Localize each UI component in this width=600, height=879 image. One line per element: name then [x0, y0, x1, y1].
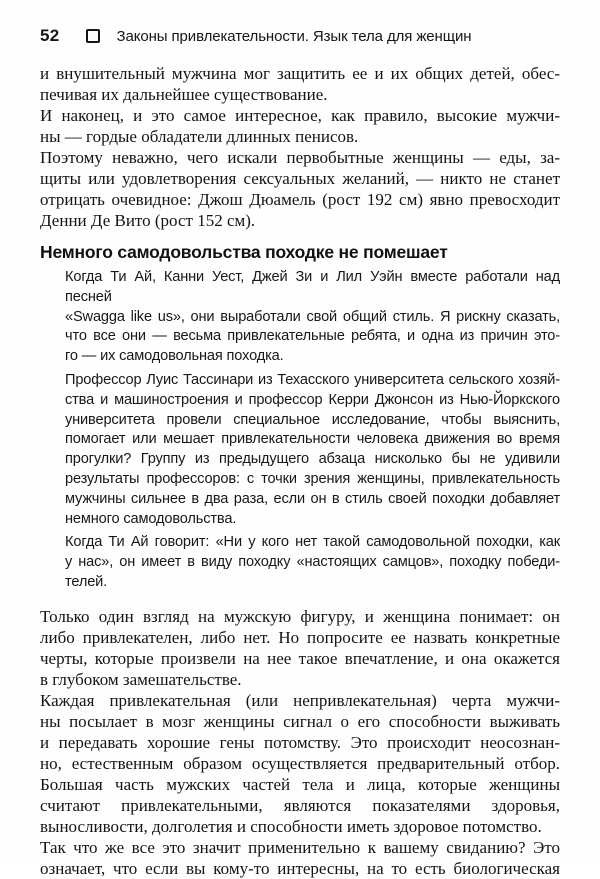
body-paragraph: [40, 606, 560, 690]
section-heading: Немного самодовольства походке не помешает: [40, 242, 448, 262]
text-line: в глубоком замешательстве.: [40, 669, 242, 689]
text-line: Денни Де Вито (рост 152 см).: [40, 211, 256, 230]
text-line: Только один взгляд на мужскую фигуру, и женщина понимает: он: [40, 606, 560, 626]
text-line: но, естественным образом осуществляется предварительный отбор.: [40, 753, 560, 773]
text-line: Когда Ти Ай, Канни Уест, Джей Зи и Лил Уэйн вместе работали над песней: [65, 269, 560, 305]
text-line: Поэтому неважно, чего искали первобытные женщины — еды, за-: [40, 148, 560, 167]
quote-paragraph: [40, 268, 560, 367]
text-line: либо привлекателен, либо нет. Но попросите ее назвать конкретные: [40, 627, 560, 647]
text-line: университета провели специальное исследование, чтобы выяснить,: [65, 411, 560, 428]
body-paragraph: [40, 837, 560, 879]
text-line: ны посылает в мозг женщины сигнал о его способности выживать: [40, 711, 560, 731]
text-line: И наконец, и это самое интересное, как правило, высокие мужчи-: [40, 106, 560, 125]
quote-paragraph: [40, 371, 560, 529]
body-paragraph: [40, 105, 560, 147]
page-body: [40, 63, 560, 879]
open-square-icon: [86, 29, 100, 43]
running-header-title: Законы привлекательности. Язык тела для женщин: [116, 27, 472, 45]
text-line: немного самодовольства.: [65, 510, 237, 527]
text-line: щиты или удовлетворения сексуальных желаний, — никто не станет: [40, 169, 560, 188]
text-line: ства и машиностроения и профессор Керри Джонсон из Нью-Йоркского: [65, 391, 560, 408]
text-line: телей.: [65, 573, 108, 590]
text-line: и внушительный мужчина мог защитить ее и их общих детей, обес-: [40, 64, 560, 83]
text-line: черты, которые произвели на нее такое впечатление, и она окажется: [40, 648, 560, 668]
text-line: означает, что если вы кому-то интересны, на то есть биологическая: [40, 858, 560, 878]
text-line: помогает или мешает привлекательности человека движения во время: [65, 431, 560, 448]
text-line: прогулки? Группу из предыдущего абзаца нисколько бы не удивили: [65, 451, 560, 468]
text-line: выносливости, долголетия и способности иметь здоровое потомство.: [40, 816, 542, 836]
body-paragraph: [40, 690, 560, 837]
text-line: го — их самодовольная походка.: [65, 348, 284, 365]
text-line: ны — гордые обладатели длинных пенисов.: [40, 127, 359, 146]
text-line: «Swagga like us», они выработали свой общий стиль. Я рискну сказать,: [65, 308, 560, 325]
text-line: печивая их дальнейшее существование.: [40, 85, 328, 104]
text-line: Профессор Луис Тассинари из Техасского университета сельского хозяй-: [65, 371, 560, 388]
quote-paragraph: [40, 533, 560, 592]
running-header: [40, 26, 560, 46]
text-line: у нас», он имеет в виду походку «настоящих самцов», походку победи-: [65, 554, 560, 571]
body-paragraph: [40, 63, 560, 105]
text-line: Так что же все это значит применительно к вашему свиданию? Это: [40, 837, 560, 857]
text-line: Каждая привлекательная (или непривлекательная) черта мужчи-: [40, 690, 560, 710]
text-line: Когда Ти Ай говорит: «Ни у кого нет такой самодовольной походки, как: [65, 534, 560, 551]
text-line: и передавать хорошие гены потомству. Это происходит неосознан-: [40, 732, 560, 752]
text-line: Большая часть мужских частей тела и лица, которые женщины: [40, 774, 560, 794]
body-paragraph: [40, 147, 560, 231]
text-line: что все они — весьма привлекательные ребята, и одна из причин это-: [65, 328, 560, 345]
text-line: результаты профессоров: с точки зрения женщины, привлекательность: [65, 470, 560, 487]
text-line: отрицать очевидное: Джош Дюамель (рост 192 см) явно превосходит: [40, 190, 560, 209]
page-number: 52: [40, 26, 60, 45]
text-line: мужчины сильнее в два раза, если он в стиль своей походки добавляет: [65, 490, 560, 507]
text-line: считают привлекательными, являются показателями здоровья,: [40, 795, 560, 815]
